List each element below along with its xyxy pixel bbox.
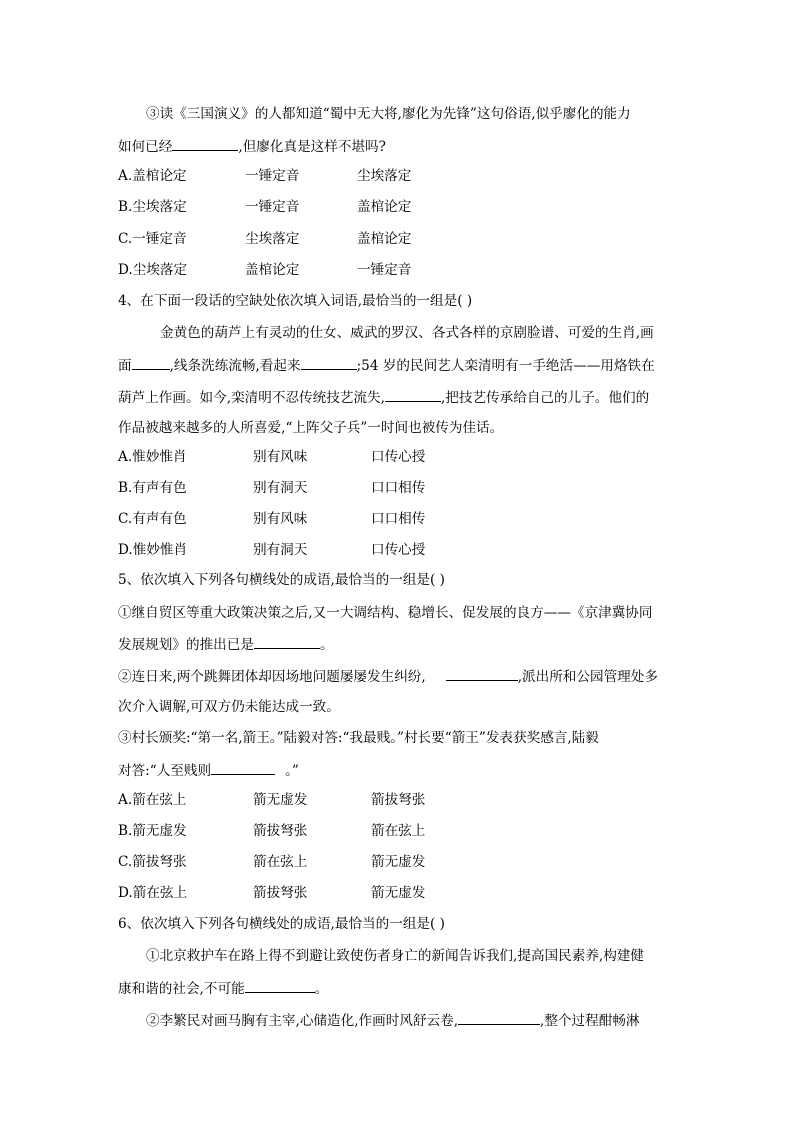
q5-sentence3-line2 — [118, 760, 299, 781]
text-segment: ;54 岁的民间艺人栾清明有一手绝活——用烙铁在 — [356, 358, 655, 374]
fill-blank — [132, 355, 170, 370]
q6-sentence1-line1: ①北京救护车在路上得不到避让致使伤者身亡的新闻告诉我们,提高国民素养,构建健 — [146, 948, 645, 964]
q6-stem: 6、依次填入下列各句横线处的成语,最恰当的一组是( ) — [118, 916, 445, 932]
q6-sentence2-line1 — [146, 1010, 640, 1031]
option-label: B.有声有色 — [118, 480, 187, 496]
text-segment: ②李繁民对画马胸有主宰,心储造化,作画时风舒云卷, — [146, 1013, 459, 1029]
option-term: 盖棺论定 — [357, 231, 412, 247]
fill-blank — [211, 760, 275, 775]
option-term: 尘埃落定 — [245, 231, 300, 247]
q3-sub-line2 — [118, 136, 386, 157]
option-label: C.有声有色 — [118, 511, 187, 527]
option-label: B.箭无虚发 — [118, 823, 187, 839]
q5-sentence2-line2: 次介入调解,可双方仍未能达成一致。 — [118, 699, 340, 715]
option-term: 口传心授 — [371, 449, 426, 465]
option-label: A.盖棺论定 — [118, 168, 187, 184]
option-term: 箭无虚发 — [253, 792, 308, 808]
text-segment: ②连日来,两个跳舞团体却因场地问题屡屡发生纠纷, — [118, 669, 426, 685]
q5-sentence1-line2 — [118, 634, 334, 655]
fill-blank — [458, 1010, 540, 1025]
q4-passage-line1: 金黄色的葫芦上有灵动的仕女、威武的罗汉、各式各样的京剧脸谱、可爱的生肖,画 — [160, 325, 654, 341]
option-label: A.箭在弦上 — [118, 792, 187, 808]
q6-sentence1-line2 — [118, 978, 328, 999]
q5-stem: 5、依次填入下列各句横线处的成语,最恰当的一组是( ) — [118, 572, 445, 588]
option-label: A.惟妙惟肖 — [118, 449, 187, 465]
option-term: 盖棺论定 — [245, 262, 300, 278]
option-label: D.尘埃落定 — [118, 262, 188, 278]
option-term: 别有风味 — [253, 511, 308, 527]
text-segment: 。 — [314, 981, 329, 997]
option-term: 口传心授 — [371, 542, 426, 558]
option-label: C.一锤定音 — [118, 231, 187, 247]
text-segment: ,但廖化真是这样不堪吗? — [238, 139, 386, 155]
text-segment: 发展规划》的推出已是 — [118, 637, 254, 653]
option-label: D.箭在弦上 — [118, 885, 188, 901]
option-label: B.尘埃落定 — [118, 199, 187, 215]
text-segment: 如何已经 — [118, 139, 173, 155]
q3-sub-line1: ③读《三国演义》的人都知道“蜀中无大将,廖化为先锋”这句俗语,似乎廖化的能力 — [146, 106, 631, 122]
fill-blank — [172, 136, 238, 151]
q4-passage-line2 — [118, 355, 655, 376]
text-segment: 康和谐的社会,不可能 — [118, 981, 245, 997]
fill-blank — [254, 634, 320, 649]
option-term: 箭拔弩张 — [253, 823, 308, 839]
q5-sentence1-line1: ①继自贸区等重大政策决策之后,又一大调结构、稳增长、促发展的良方——《京津冀协同 — [118, 605, 653, 621]
fill-blank — [301, 355, 357, 370]
fill-blank — [385, 387, 441, 402]
option-term: 口口相传 — [371, 480, 426, 496]
text-segment: 葫芦上作画。如今,栾清明不忍传统技艺流失, — [118, 390, 385, 406]
option-term: 别有洞天 — [253, 480, 308, 496]
option-term: 别有洞天 — [253, 542, 308, 558]
text-segment: 对答:“人至贱则 — [118, 763, 212, 779]
option-term: 箭无虚发 — [371, 854, 426, 870]
option-term: 箭无虚发 — [371, 885, 426, 901]
fill-blank — [446, 666, 518, 681]
text-segment: 。 — [319, 637, 334, 653]
text-segment: 。” — [285, 763, 299, 779]
option-label: D.惟妙惟肖 — [118, 542, 188, 558]
option-term: 箭拔弩张 — [253, 885, 308, 901]
q4-stem: 4、在下面一段话的空缺处依次填入词语,最恰当的一组是( ) — [118, 293, 473, 309]
q5-sentence2-line1 — [118, 666, 658, 687]
option-term: 一锤定音 — [245, 199, 300, 215]
option-term: 口口相传 — [371, 511, 426, 527]
option-label: C.箭拔弩张 — [118, 854, 187, 870]
text-segment: ,线条洗练流畅,看起来 — [169, 358, 301, 374]
q4-passage-line4: 作品被越来越多的人所喜爱,“上阵父子兵”一时间也被传为佳话。 — [118, 420, 504, 436]
q4-passage-line3 — [118, 387, 649, 408]
q5-sentence3-line1: ③村长颁奖:“第一名,箭王。”陆毅对答:“我最贱。”村长要“箭王”发表获奖感言,陆毅 — [118, 730, 599, 746]
text-segment: ,派出所和公园管理处多 — [517, 669, 658, 685]
option-term: 盖棺论定 — [357, 199, 412, 215]
fill-blank — [245, 978, 315, 993]
text-segment: ,整个过程酣畅淋 — [540, 1013, 640, 1029]
option-term: 箭在弦上 — [371, 823, 426, 839]
option-term: 箭拔弩张 — [371, 792, 426, 808]
option-term: 别有风味 — [253, 449, 308, 465]
option-term: 尘埃落定 — [357, 168, 412, 184]
text-segment: ,把技艺传承给自己的儿子。他们的 — [440, 390, 650, 406]
option-term: 一锤定音 — [245, 168, 300, 184]
option-term: 箭在弦上 — [253, 854, 308, 870]
option-term: 一锤定音 — [357, 262, 412, 278]
text-segment: 面 — [118, 358, 132, 374]
